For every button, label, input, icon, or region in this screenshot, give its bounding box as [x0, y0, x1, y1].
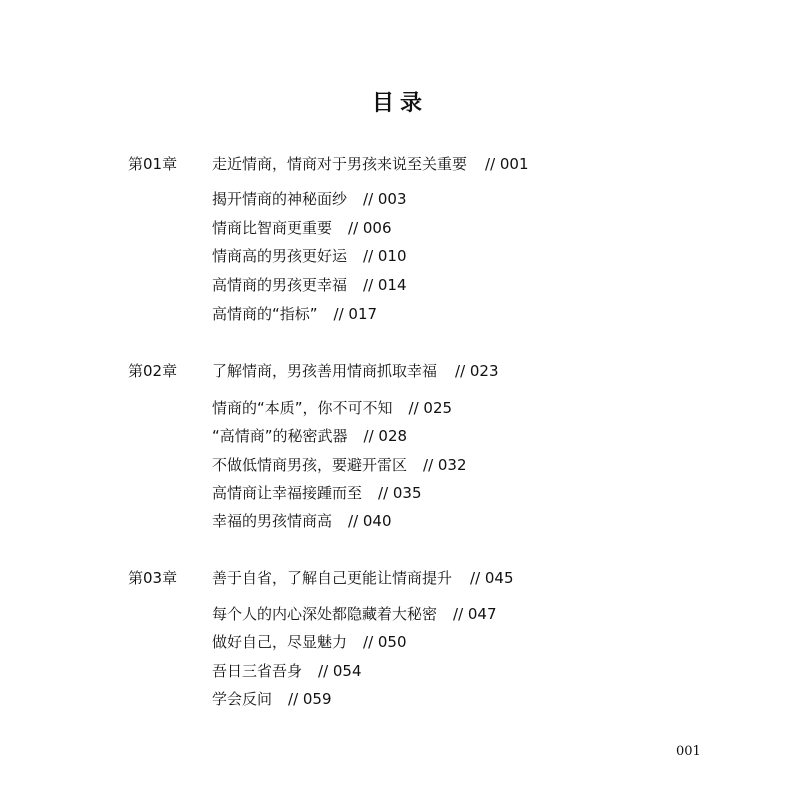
toc-entry [212, 602, 497, 626]
entry-page: // 035 [378, 484, 422, 502]
entry-title: 学会反问 [212, 690, 273, 708]
entry-page: // 054 [318, 662, 362, 680]
entry-title: 情商比智商更重要 [212, 219, 333, 237]
chapter-title: 善于自省，了解自己更能让情商提升 [212, 569, 453, 587]
entry-page: // 017 [333, 305, 378, 323]
entry-page: // 047 [453, 605, 497, 623]
toc-entry [212, 481, 422, 505]
entry-title: 高情商的“指标” [212, 305, 318, 323]
entry-page: // 003 [363, 190, 407, 208]
chapter-heading [128, 359, 499, 383]
entry-title: 高情商让幸福接踵而至 [212, 484, 363, 502]
chapter-heading [128, 566, 514, 590]
toc-entry [212, 187, 407, 211]
chapter-title: 了解情商，男孩善用情商抓取幸福 [212, 362, 438, 380]
toc-entry [212, 630, 407, 654]
entry-title: 做好自己，尽显魅力 [212, 633, 348, 651]
entry-page: // 050 [363, 633, 407, 651]
entry-title: “高情商”的秘密武器 [212, 427, 348, 445]
toc-entry [212, 273, 407, 297]
toc-entry [212, 396, 452, 420]
chapter-label: 第01章 [128, 155, 178, 173]
entry-page: // 032 [423, 456, 467, 474]
chapter-heading [128, 152, 529, 176]
toc-entry [212, 453, 467, 477]
entry-title: 情商高的男孩更好运 [212, 247, 348, 265]
entry-title: 吾日三省吾身 [212, 662, 303, 680]
entry-title: 每个人的内心深处都隐藏着大秘密 [212, 605, 438, 623]
entry-page: // 059 [288, 690, 332, 708]
toc-entry [212, 216, 392, 240]
entry-title: 揭开情商的神秘面纱 [212, 190, 348, 208]
toc-entry [212, 659, 362, 683]
entry-page: // 028 [363, 427, 408, 445]
entry-page: // 040 [348, 512, 392, 530]
entry-page: // 010 [363, 247, 407, 265]
toc-entry [212, 302, 377, 326]
entry-page: // 014 [363, 276, 407, 294]
toc-entry [212, 424, 407, 448]
chapter-title: 走近情商，情商对于男孩来说至关重要 [212, 155, 468, 173]
entry-title: 幸福的男孩情商高 [212, 512, 333, 530]
entry-page: // 006 [348, 219, 392, 237]
entry-page: // 025 [408, 399, 453, 417]
entry-title: 不做低情商男孩，要避开雷区 [212, 456, 408, 474]
entry-title: 情商的“本质”，你不可不知 [212, 399, 393, 417]
chapter-page: // 001 [485, 155, 529, 173]
toc-entry [212, 687, 332, 711]
page-number: 001 [676, 744, 701, 759]
chapter-label: 第02章 [128, 362, 178, 380]
chapter-label: 第03章 [128, 569, 178, 587]
toc-title: 目录 [371, 91, 428, 116]
toc-entry [212, 509, 392, 533]
chapter-page: // 045 [470, 569, 514, 587]
toc-entry [212, 244, 407, 268]
entry-title: 高情商的男孩更幸福 [212, 276, 348, 294]
chapter-page: // 023 [455, 362, 499, 380]
